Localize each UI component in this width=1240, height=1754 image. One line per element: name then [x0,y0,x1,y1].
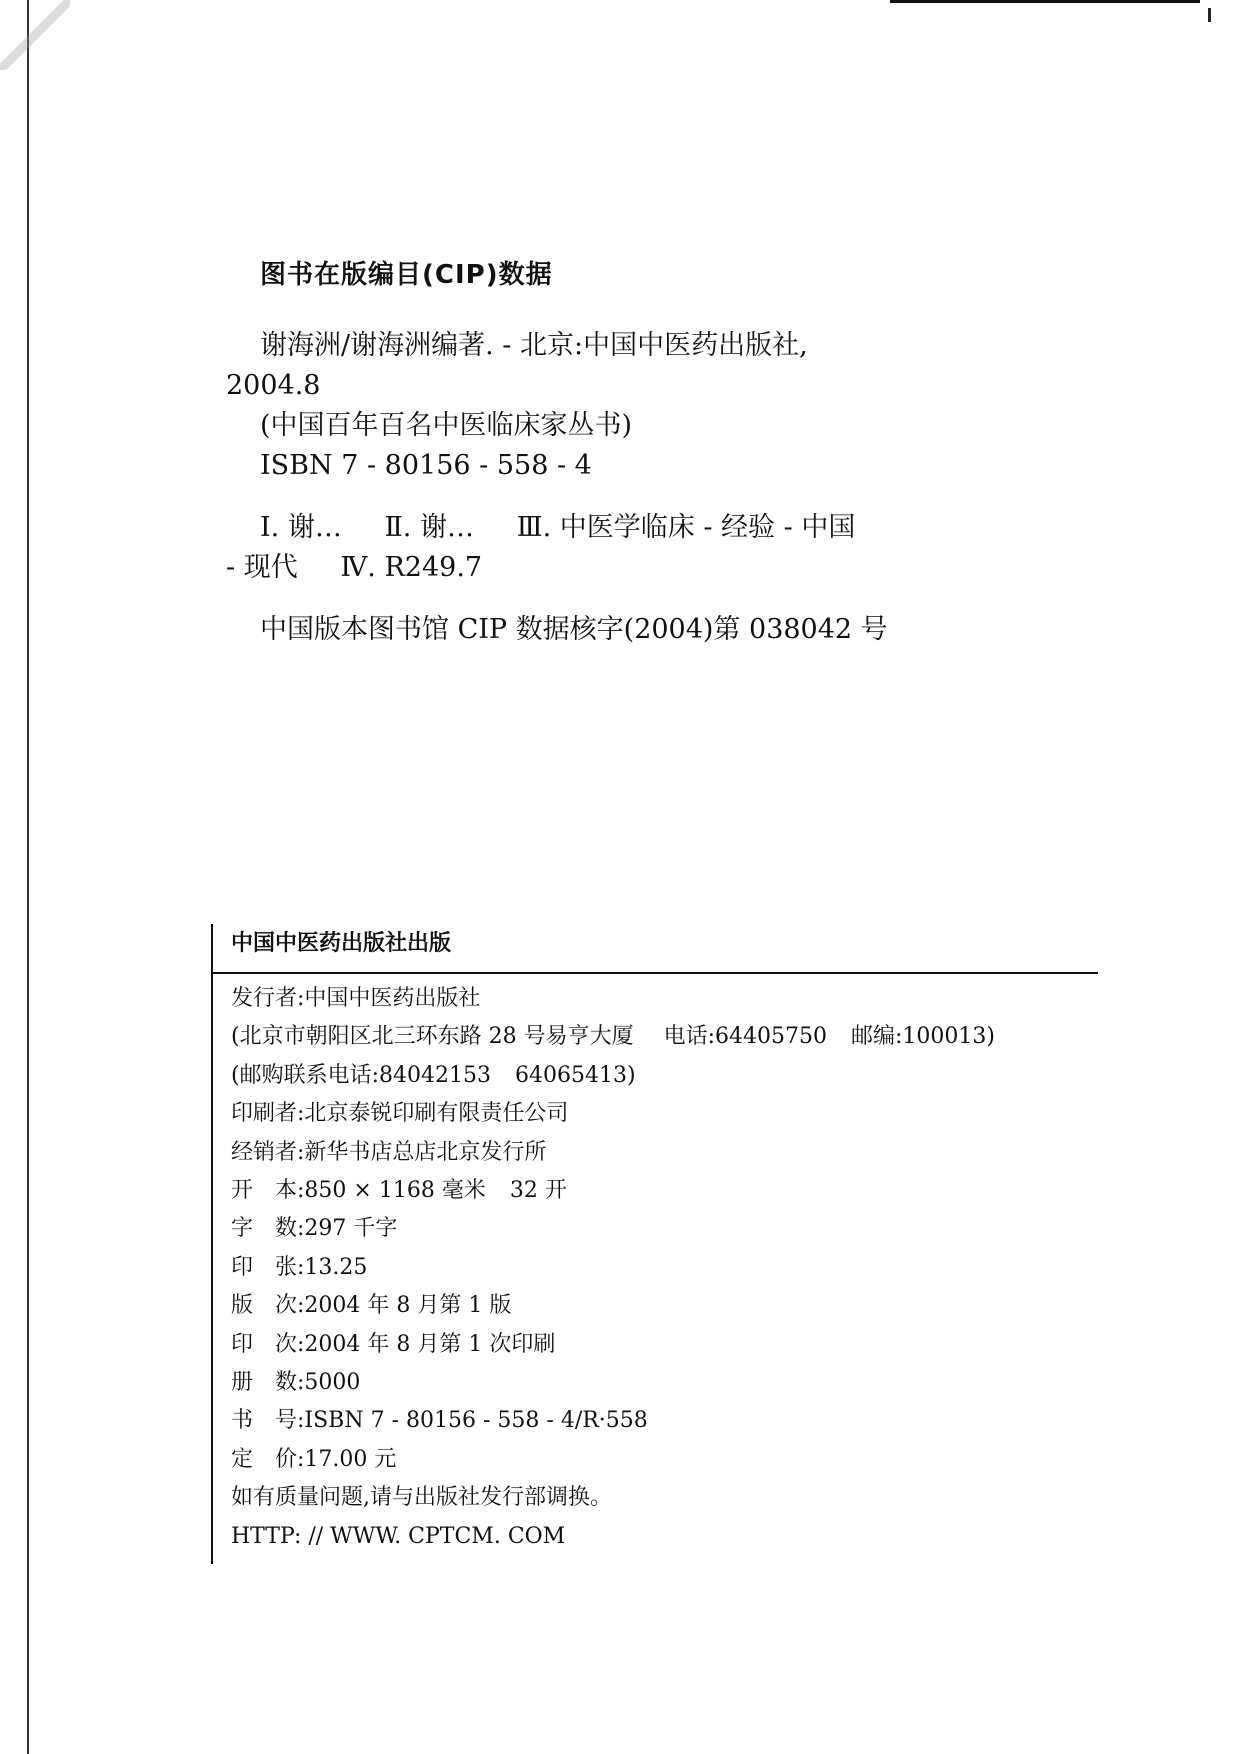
cip-title-line: 谢海洲/谢海洲编著. - 北京:中国中医药出版社, [260,330,808,361]
publisher-heading: 中国中医药出版社出版 [231,931,452,956]
colophon-block [211,924,1103,1564]
cip-class-2: Ⅱ. 谢… [384,512,474,543]
format-label: 开 本: [231,1178,305,1204]
phone-text: 电话:64405750 [663,1024,827,1050]
cip-class-4: Ⅳ. R249.7 [340,552,483,583]
cip-class-1: Ⅰ. 谢… [260,512,342,543]
format-line [231,1172,1103,1210]
sheets-line [231,1249,1103,1287]
price-label: 定 价: [231,1446,305,1472]
printer-line: 印刷者:北京泰锐印刷有限责任公司 [231,1101,569,1127]
corner-tick [1208,8,1211,22]
edition-label: 版 次: [231,1293,305,1319]
edition-line [231,1287,1103,1325]
watermark-stamp [0,0,70,70]
cip-heading: 图书在版编目(CIP)数据 [260,260,553,290]
sheets-value: 13.25 [304,1254,368,1280]
sheets-label: 印 张: [231,1254,305,1280]
copies-value: 5000 [304,1370,361,1396]
mail-order-text-2: 64065413) [514,1062,636,1088]
colophon-body [213,980,1103,1556]
cip-class-3-cont: - 现代 [226,552,298,583]
cip-record-line: 中国版本图书馆 CIP 数据核字(2004)第 038042 号 [260,614,888,645]
price-line [231,1441,1103,1479]
book-number-value: ISBN 7 - 80156 - 558 - 4/R·558 [304,1408,648,1434]
copies-line [231,1364,1103,1402]
page-binding-edge [27,0,29,1754]
cip-class-3: Ⅲ. 中医学临床 - 经验 - 中国 [516,512,856,543]
word-count-line [231,1210,1103,1248]
address-text: (北京市朝阳区北三环东路 28 号易亨大厦 [231,1024,634,1050]
book-number-line [231,1402,1103,1440]
edition-value: 2004 年 8 月第 1 版 [304,1293,512,1319]
word-count-value: 297 千字 [304,1216,398,1242]
cip-isbn-line: ISBN 7 - 80156 - 558 - 4 [260,450,592,481]
format-value: 850 × 1168 毫米 [304,1178,486,1204]
address-line [231,1018,1103,1056]
cip-classification-row [226,508,1026,548]
cip-classification-row-2 [226,548,1026,588]
printing-label: 印 次: [231,1331,305,1357]
format-extra: 32 开 [509,1178,567,1204]
cip-block [226,258,1026,650]
printing-value: 2004 年 8 月第 1 次印刷 [304,1331,556,1357]
distributor-line: 发行者:中国中医药出版社 [231,986,481,1011]
mail-order-line [231,1057,1103,1095]
price-value: 17.00 元 [304,1446,397,1472]
printing-line [231,1326,1103,1364]
website-line: HTTP: // WWW. CPTCM. COM [231,1523,566,1549]
quality-note-line: 如有质量问题,请与出版社发行部调换。 [231,1485,612,1511]
postcode-text: 邮编:100013) [850,1024,995,1050]
word-count-label: 字 数: [231,1216,305,1242]
cip-date-line: 2004.8 [226,370,321,401]
cip-series-line: (中国百年百名中医临床家丛书) [260,410,633,441]
copies-label: 册 数: [231,1370,305,1396]
top-rule [890,0,1200,3]
colophon-rule [213,972,1098,974]
book-number-label: 书 号: [231,1408,305,1434]
seller-line: 经销者:新华书店总店北京发行所 [231,1139,547,1165]
mail-order-text: (邮购联系电话:84042153 [231,1062,491,1088]
